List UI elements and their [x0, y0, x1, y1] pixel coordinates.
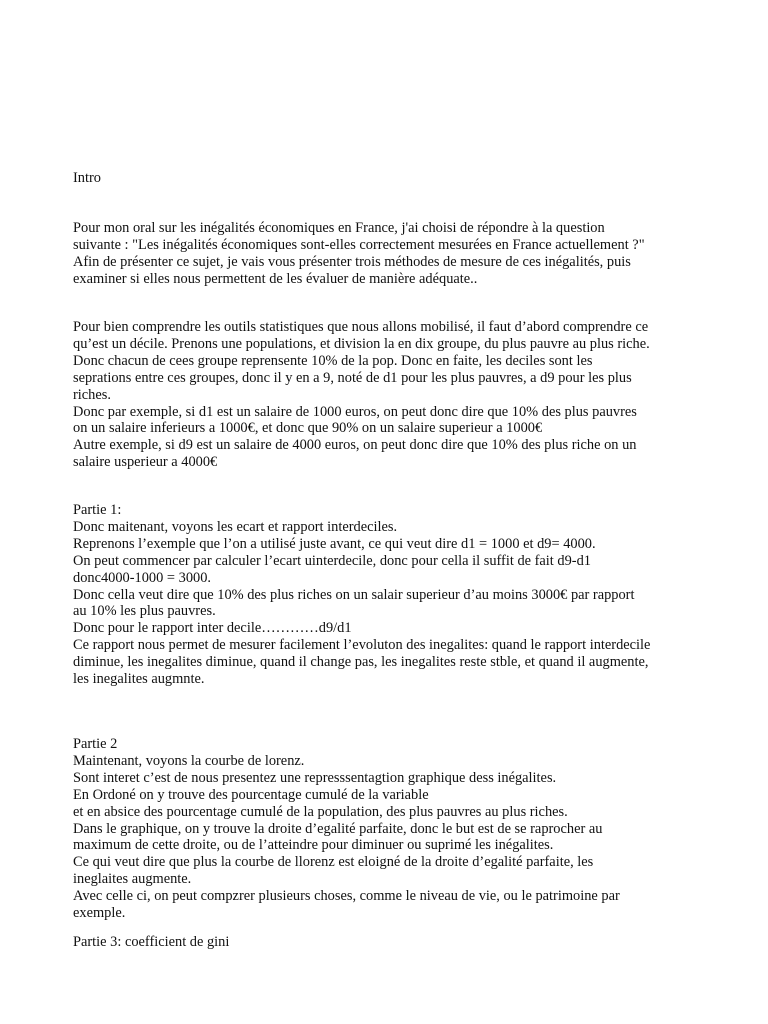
text-line: qu’est un décile. Prenons une populations, et division la en dix groupe, du plus pauvre au plus riche. — [73, 335, 650, 352]
text-line: Donc pour le rapport inter decile…………d9/d1 — [73, 620, 352, 637]
text-line: suivante : "Les inégalités économiques sont-elles correctement mesurées en France actuellement ?" — [73, 236, 645, 253]
intro-heading — [73, 170, 713, 187]
text-line: au 10% les plus pauvres. — [73, 603, 216, 620]
text-line: Afin de présenter ce sujet, je vais vous présenter trois méthodes de mesure de ces inégalités, puis — [73, 253, 631, 270]
intro-heading-text: Intro — [73, 170, 101, 186]
text-line: Pour bien comprendre les outils statistiques que nous allons mobilisé, il faut d’abord comprendre ce — [73, 319, 649, 335]
text-line: ineglaites augmente. — [73, 871, 192, 888]
text-line: Dans le graphique, on y trouve la droite d’egalité parfaite, donc le but est de se raprocher au — [73, 820, 603, 837]
text-line: salaire usperieur a 4000€ — [73, 454, 218, 471]
partie-3-heading — [73, 934, 713, 951]
text-line: riches. — [73, 386, 111, 403]
partie-1-heading: Partie 1: — [73, 502, 122, 518]
text-line: Avec celle ci, on peut compzrer plusieurs choses, comme le niveau de vie, ou le patrimoine par — [73, 888, 620, 905]
text-line: diminue, les inegalites diminue, quand il change pas, les inegalites reste stble, et quand il augmente, — [73, 654, 649, 671]
text-line: Sont interet c’est de nous presentez une represssentagtion graphique dess inégalites. — [73, 769, 557, 786]
text-line: Donc par exemple, si d1 est un salaire de 1000 euros, on peut donc dire que 10% des plus pauvres — [73, 403, 637, 420]
partie-2-heading: Partie 2 — [73, 736, 118, 752]
text-line: Ce qui veut dire que plus la courbe de llorenz est eloigné de la droite d’egalité parfaite, les — [73, 854, 594, 871]
partie-1-section — [73, 502, 713, 688]
text-line: Maintenant, voyons la courbe de lorenz. — [73, 752, 305, 769]
text-line: et en absice des pourcentage cumulé de la population, des plus pauvres au plus riches. — [73, 803, 568, 820]
partie-2-section — [73, 736, 713, 922]
text-line: examiner si elles nous permettent de les évaluer de manière adéquate.. — [73, 270, 478, 287]
text-line: Donc cella veut dire que 10% des plus riches on un salair superieur d’au moins 3000€ par rapport — [73, 586, 635, 603]
text-line: les inegalites augmnte. — [73, 671, 205, 688]
decile-paragraph — [73, 319, 713, 471]
intro-paragraph — [73, 220, 713, 288]
partie-3-heading-text: Partie 3: coefficient de gini — [73, 934, 230, 950]
text-line: maximum de cette droite, ou de l’atteindre pour diminuer ou suprimé les inégalites. — [73, 837, 554, 854]
text-line: Pour mon oral sur les inégalités économiques en France, j'ai choisi de répondre à la question — [73, 220, 605, 236]
text-line: Reprenons l’exemple que l’on a utilisé juste avant, ce qui veut dire d1 = 1000 et d9= 4000. — [73, 535, 596, 552]
text-line: Autre exemple, si d9 est un salaire de 4000 euros, on peut donc dire que 10% des plus riche on un — [73, 437, 637, 454]
text-line: donc4000-1000 = 3000. — [73, 569, 212, 586]
text-line: Ce rapport nous permet de mesurer facilement l’evoluton des inegalites: quand le rapport interdecile — [73, 637, 651, 654]
text-line: En Ordoné on y trouve des pourcentage cumulé de la variable — [73, 786, 429, 803]
text-line: Donc maitenant, voyons les ecart et rapport interdeciles. — [73, 518, 398, 535]
text-line: on un salaire inferieurs a 1000€, et donc que 90% on un salaire superieur a 1000€ — [73, 420, 543, 437]
text-line: seprations entre ces groupes, donc il y en a 9, noté de d1 pour les plus pauvres, a d9 pour les plus — [73, 369, 632, 386]
text-line: exemple. — [73, 905, 126, 922]
text-line: Donc chacun de cees groupe reprensente 10% de la pop. Donc en faite, les deciles sont les — [73, 352, 593, 369]
text-line: On peut commencer par calculer l’ecart uinterdecile, donc pour cella il suffit de fait d9-d1 — [73, 552, 591, 569]
